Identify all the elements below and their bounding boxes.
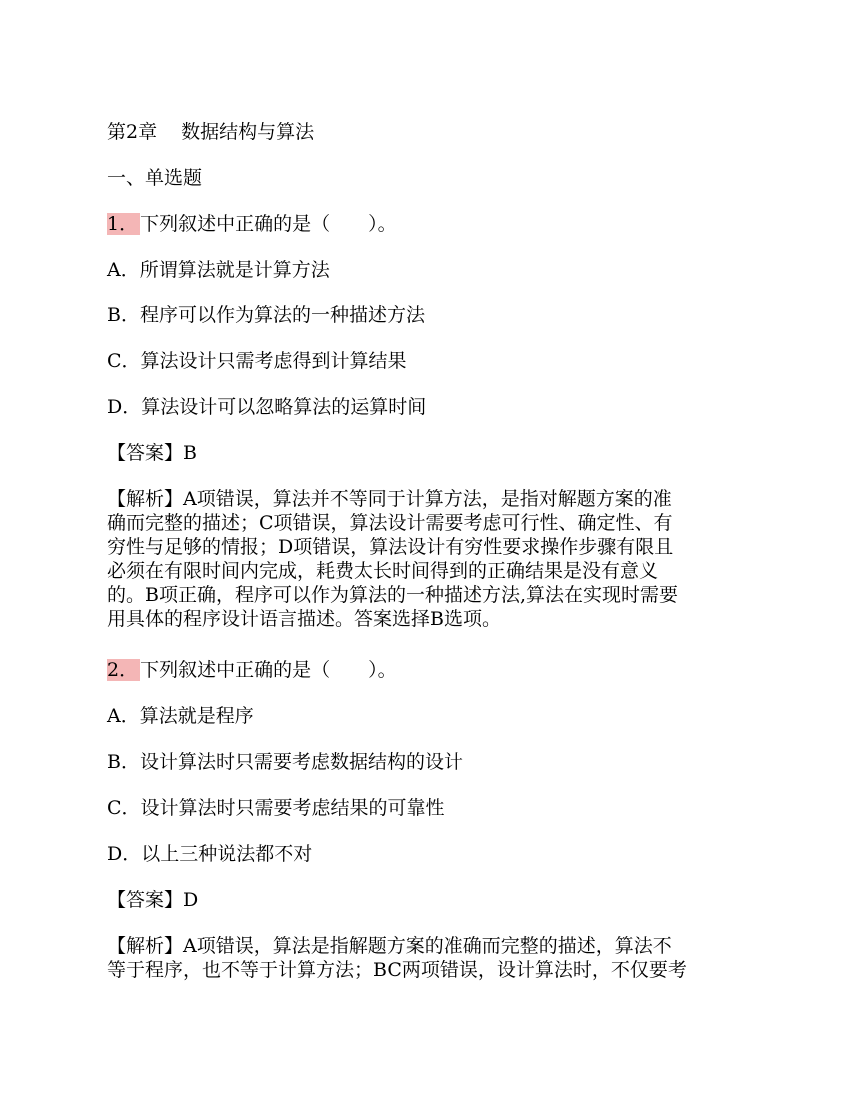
- option-a: A．所谓算法就是计算方法: [107, 259, 330, 281]
- analysis-line: 穷性与足够的情报；D项错误，算法设计有穷性要求操作步骤有限且: [107, 536, 674, 558]
- analysis-paragraph: [107, 934, 739, 982]
- analysis-line: 必须在有限时间内完成，耗费太长时间得到的正确结果是没有意义: [107, 560, 659, 582]
- section-heading: 一、单选题: [107, 167, 203, 189]
- question-stem: [107, 212, 747, 236]
- option-a: A．算法就是程序: [107, 705, 254, 727]
- question-number: 2．: [107, 659, 139, 681]
- option-b: B．程序可以作为算法的一种描述方法: [107, 304, 425, 326]
- chapter-title: 数据结构与算法: [181, 121, 315, 143]
- analysis-line: 用具体的程序设计语言描述。答案选择B选项。: [107, 608, 501, 630]
- option-b: B．设计算法时只需要考虑数据结构的设计: [107, 751, 463, 773]
- option-c: C．设计算法时只需要考虑结果的可靠性: [107, 797, 445, 819]
- option-d: D．算法设计可以忽略算法的运算时间: [107, 396, 427, 418]
- answer-line: 【答案】D: [107, 889, 199, 911]
- analysis-line: 的。B项正确，程序可以作为算法的一种描述方法,算法在实现时需要: [107, 584, 679, 606]
- analysis-line: 【解析】A项错误，算法并不等同于计算方法，是指对解题方案的准: [107, 488, 672, 510]
- chapter-number: 第2章: [107, 121, 158, 143]
- option-c: C．算法设计只需考虑得到计算结果: [107, 350, 407, 372]
- option-d: D．以上三种说法都不对: [107, 843, 313, 865]
- analysis-line: 等于程序，也不等于计算方法；BC两项错误，设计算法时，不仅要考: [107, 959, 687, 981]
- question-text: 下列叙述中正确的是（ ）。: [140, 213, 397, 235]
- question-number: 1．: [107, 213, 139, 235]
- question-text: 下列叙述中正确的是（ ）。: [140, 659, 397, 681]
- analysis-line: 确而完整的描述；C项错误，算法设计需要考虑可行性、确定性、有: [107, 512, 673, 534]
- question-stem: [107, 658, 747, 682]
- answer-line: 【答案】B: [107, 442, 197, 464]
- analysis-line: 【解析】A项错误，算法是指解题方案的准确而完整的描述，算法不: [107, 935, 672, 957]
- analysis-paragraph: [107, 487, 739, 631]
- chapter-heading: [107, 120, 747, 144]
